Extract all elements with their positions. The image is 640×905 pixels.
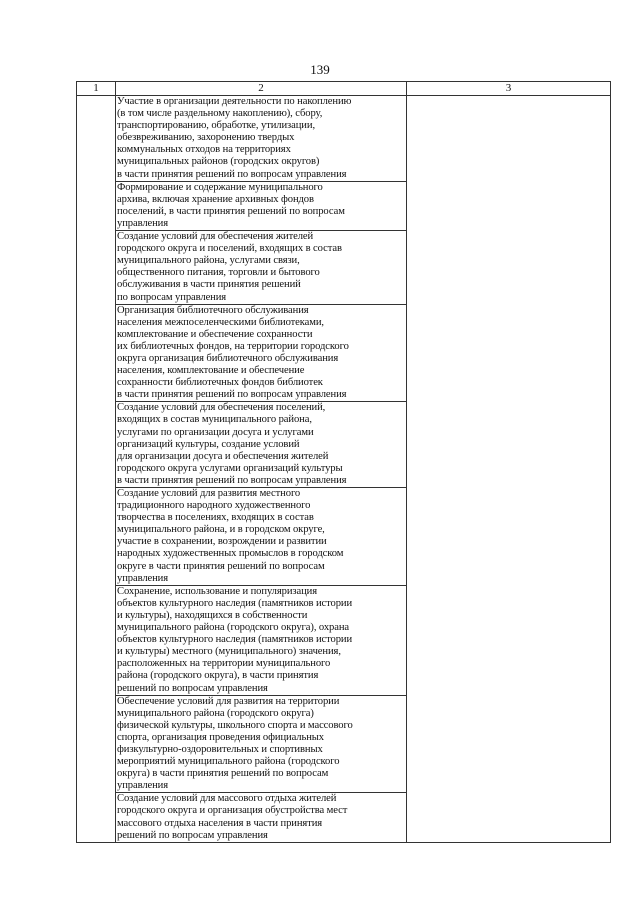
authority-text-cell: Создание условий для массового отдыха жителей городского округа и организация обустройства мест массового отдыха населения в части принятия решений по вопросам управления <box>116 793 407 842</box>
column-header-3: 3 <box>407 82 611 96</box>
authority-text-cell: Формирование и содержание муниципального архива, включая хранение архивных фондов поселений, в части принятия решений по вопросам управления <box>116 181 407 230</box>
table-header-row <box>77 82 611 96</box>
column-3-cell <box>407 96 611 843</box>
column-1-cell <box>77 96 116 843</box>
authority-text-cell: Организация библиотечного обслуживания населения межпоселенческими библиотеками, комплектование и обеспечение сохранности их библиотечных фондов, на территории городского округа организация библиотечного обслуживания населения, комплектование и обеспечение сохранности библиотечных фондов библиотек в части принятия решений по вопросам управления <box>116 304 407 402</box>
column-header-1: 1 <box>77 82 116 96</box>
table-row <box>77 96 611 182</box>
document-table <box>76 81 611 843</box>
authority-text-cell: Сохранение, использование и популяризация объектов культурного наследия (памятников истории и культуры), находящихся в собственности муниципального района (городского округа), охрана объектов культурного наследия (памятников истории и культуры) местного (муниципального) значения, расположенных на территории муниципального района (городского округа), в части принятия решений по вопросам управления <box>116 585 407 695</box>
authority-text-cell: Создание условий для обеспечения поселений, входящих в состав муниципального района, услугами по организации досуга и услугами организаций культуры, создание условий для организации досуга и обеспечения жителей городского округа услугами организаций культуры в части принятия решений по вопросам управления <box>116 402 407 488</box>
authority-text-cell: Создание условий для обеспечения жителей городского округа и поселений, входящих в состав муниципального района, услугами связи, общественного питания, торговли и бытового обслуживания в части принятия решений по вопросам управления <box>116 231 407 305</box>
authority-text-cell: Создание условий для развития местного традиционного народного художественного творчества в поселениях, входящих в состав муниципального района, и в городском округе, участие в сохранении, возрождении и развитии народных художественных промыслов в городском округе в части принятия решений по вопросам управления <box>116 488 407 586</box>
page-number: 139 <box>310 62 330 77</box>
authority-text-cell: Обеспечение условий для развития на территории муниципального района (городского округа) физической культуры, школьного спорта и массового спорта, организация проведения официальных физкультурно-оздоровительных и спортивных мероприятий муниципального района (городского округа) в части принятия решений по вопросам управления <box>116 695 407 793</box>
authority-text-cell: Участие в организации деятельности по накоплению (в том числе раздельному накоплению), сбору, транспортированию, обработке, утилизации, обезвреживанию, захоронению твердых коммунальных отходов на территориях муниципальных районов (городских округов) в части принятия решений по вопросам управления <box>116 96 407 182</box>
column-header-2: 2 <box>116 82 407 96</box>
